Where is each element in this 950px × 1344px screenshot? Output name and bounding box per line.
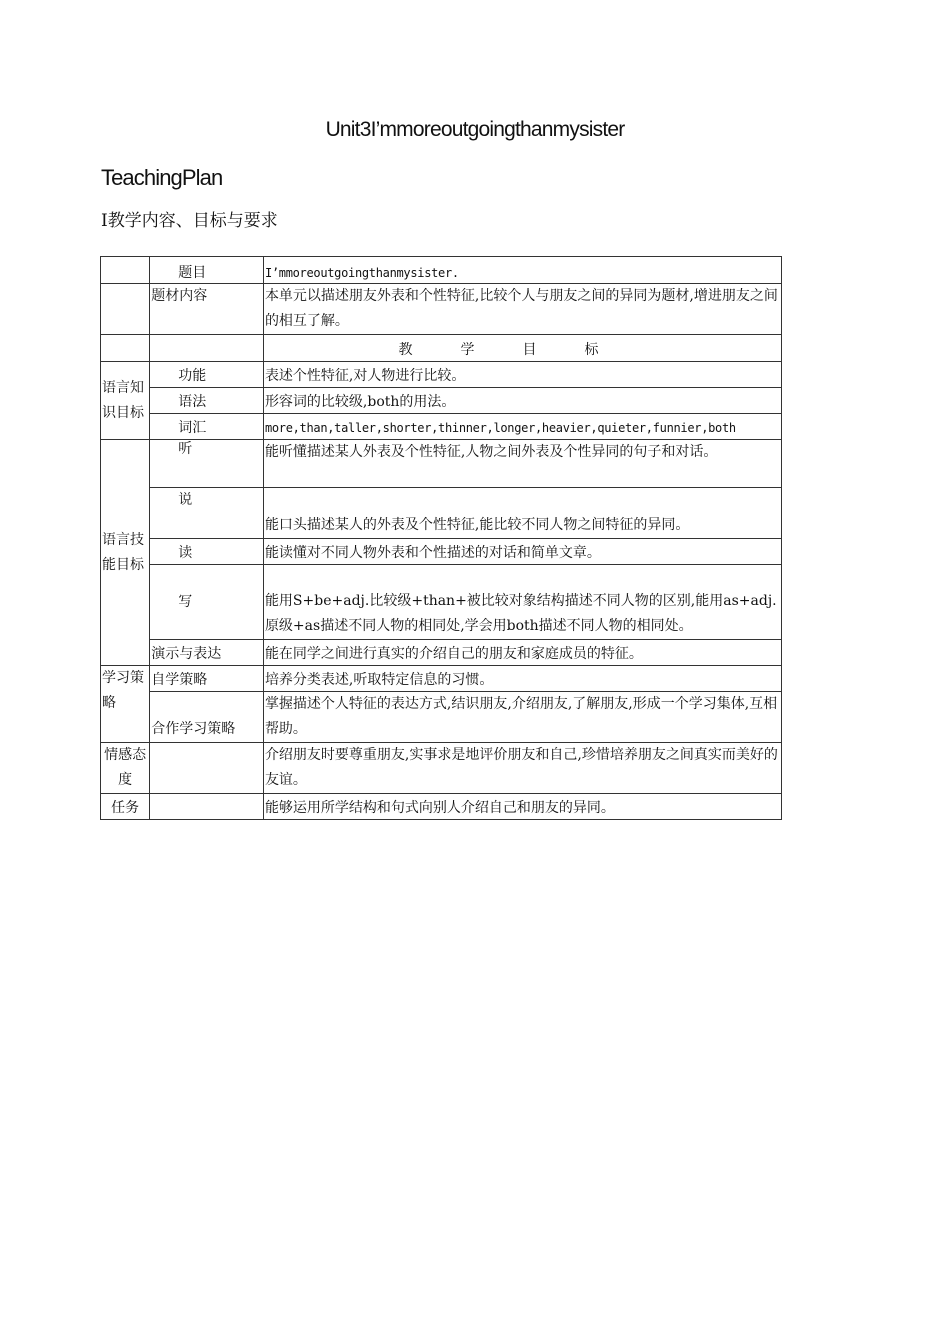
self-study-label: 自学策略 bbox=[150, 666, 264, 692]
subject-content-label: 题材内容 bbox=[150, 284, 264, 335]
table-cell bbox=[101, 284, 150, 335]
table-row bbox=[101, 692, 782, 743]
table-row bbox=[101, 284, 782, 335]
table-row bbox=[101, 640, 782, 666]
table-row bbox=[101, 388, 782, 414]
section-heading: I教学内容、目标与要求 bbox=[101, 211, 278, 231]
table-row bbox=[101, 743, 782, 794]
topic-label: 题目 bbox=[150, 257, 264, 284]
table-cell bbox=[101, 335, 150, 362]
document-subtitle: TeachingPlan bbox=[101, 165, 223, 190]
speaking-value: 能口头描述某人的外表及个性特征,能比较不同人物之间特征的异同。 bbox=[263, 488, 781, 539]
grammar-label: 语法 bbox=[150, 388, 264, 414]
table-row bbox=[101, 565, 782, 640]
table-cell bbox=[150, 794, 264, 820]
writing-value: 能用S+be+adj.比较级+than+被比较对象结构描述不同人物的区别,能用as+adj.原级+as描述不同人物的相同处,学会用both描述不同人物的相同处。 bbox=[263, 565, 781, 640]
speaking-label: 说 bbox=[150, 488, 264, 539]
topic-value: I’mmoreoutgoingthanmysister. bbox=[263, 257, 781, 284]
task-value: 能够运用所学结构和句式向别人介绍自己和朋友的异同。 bbox=[263, 794, 781, 820]
listening-value: 能听懂描述某人外表及个性特征,人物之间外表及个性异同的句子和对话。 bbox=[263, 440, 781, 488]
writing-label: 写 bbox=[150, 565, 264, 640]
task-label: 任务 bbox=[101, 794, 150, 820]
table-cell bbox=[150, 335, 264, 362]
table-row bbox=[101, 488, 782, 539]
cooperative-value: 掌握描述个人特征的表达方式,结识朋友,介绍朋友,了解朋友,形成一个学习集体,互相帮助。 bbox=[263, 692, 781, 743]
reading-value: 能读懂对不同人物外表和个性描述的对话和简单文章。 bbox=[263, 539, 781, 565]
self-study-value: 培养分类表述,听取特定信息的习惯。 bbox=[263, 666, 781, 692]
emotion-label: 情感态度 bbox=[101, 743, 150, 794]
table-row bbox=[101, 794, 782, 820]
table-cell bbox=[101, 257, 150, 284]
subject-content-value: 本单元以描述朋友外表和个性特征,比较个人与朋友之间的异同为题材,增进朋友之间的相互了解。 bbox=[263, 284, 781, 335]
listening-label: 听 bbox=[150, 440, 264, 488]
presentation-label: 演示与表达 bbox=[150, 640, 264, 666]
teaching-plan-table bbox=[100, 256, 782, 820]
learning-strategy-group: 学习策略 bbox=[101, 666, 150, 743]
language-knowledge-group: 语言知识目标 bbox=[101, 362, 150, 440]
table-row bbox=[101, 666, 782, 692]
document-title: Unit3I’mmoreoutgoingthanmysister bbox=[325, 118, 625, 141]
emotion-value: 介绍朋友时要尊重朋友,实事求是地评价朋友和自己,珍惜培养朋友之间真实而美好的友谊。 bbox=[263, 743, 781, 794]
presentation-value: 能在同学之间进行真实的介绍自己的朋友和家庭成员的特征。 bbox=[263, 640, 781, 666]
reading-label: 读 bbox=[150, 539, 264, 565]
function-label: 功能 bbox=[150, 362, 264, 388]
grammar-value: 形容词的比较级,both的用法。 bbox=[263, 388, 781, 414]
cooperative-label: 合作学习策略 bbox=[150, 692, 264, 743]
language-skills-group: 语言技能目标 bbox=[101, 440, 150, 666]
table-row bbox=[101, 440, 782, 488]
table-cell bbox=[150, 743, 264, 794]
vocabulary-value: more,than,taller,shorter,thinner,longer,heavier,quieter,funnier,both bbox=[263, 414, 781, 440]
table-row bbox=[101, 539, 782, 565]
table-row bbox=[101, 362, 782, 388]
table-row bbox=[101, 335, 782, 362]
function-value: 表述个性特征,对人物进行比较。 bbox=[263, 362, 781, 388]
table-row bbox=[101, 257, 782, 284]
teaching-goals-heading: 教学目标 bbox=[263, 335, 781, 362]
table-row bbox=[101, 414, 782, 440]
vocabulary-label: 词汇 bbox=[150, 414, 264, 440]
